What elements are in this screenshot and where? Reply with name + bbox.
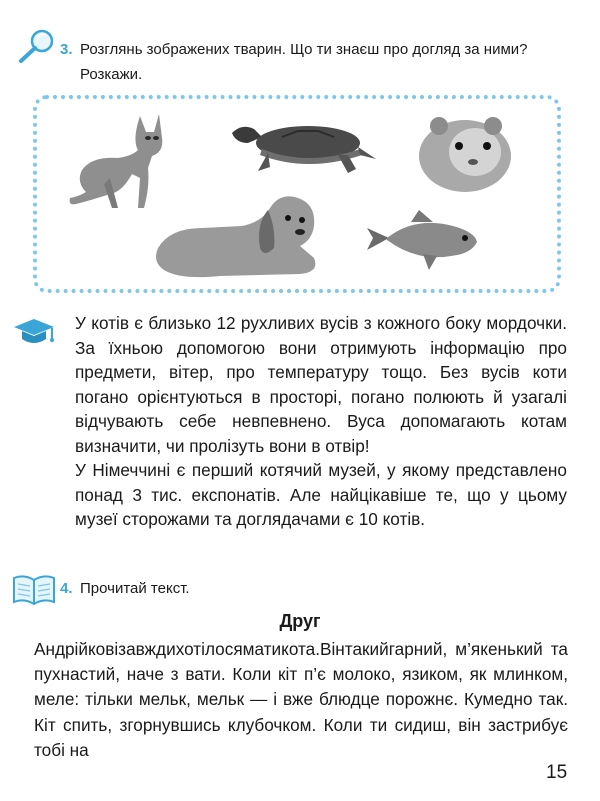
task-instruction: Розглянь зображених тварин. Що ти знаєш про догляд за ними? Розкажи. [80, 41, 528, 83]
hamster-photo [413, 112, 513, 194]
page-number: 15 [546, 762, 568, 783]
story-title: Друг [279, 611, 321, 631]
magnifier-icon [13, 28, 57, 64]
task-number: 3. [60, 41, 73, 58]
story-text: Андрійковізавждихотілосяматикота.Вінтакийгарний, м’якенький та пухнастий, наче з вати. Коли кіт п’є молоко, язиком, як млинком, меле: тільки мельк, мельк — і вже блюдце порожнє. Кумедно так. Кіт спить, згорнувшись клубочком. Коли ти сидиш, він застрибує тобі на [34, 639, 568, 760]
graduation-cap-icon [12, 317, 56, 347]
open-book-icon [12, 574, 56, 606]
cat-whiskers-paragraph: У котів є близько 12 рухливих вусів з кожного боку мордочки. За їхньою допомогою вони отримують інформацію про предмети, вітер, про температуру тощо. Без вусів коти погано орієнтуються в просторі, погано полюють й узагалі відчувають себе невпевнено. Вуса допомагають котам визначити, чи пролізуть вони в отвір! [75, 313, 567, 456]
puppy-photo [150, 188, 322, 284]
turtle-photo [228, 119, 378, 181]
fish-photo [367, 210, 479, 274]
task-instruction: Прочитай текст. [80, 580, 190, 597]
cat-museum-paragraph: У Німеччині є перший котячий музей, у якому представлено понад 3 тис. експонатів. Але найцікавіше те, що у цьому музеї сторожами та доглядачами є 10 котів. [75, 460, 567, 529]
task-number: 4. [60, 580, 73, 597]
cat-facts-text [75, 311, 567, 532]
